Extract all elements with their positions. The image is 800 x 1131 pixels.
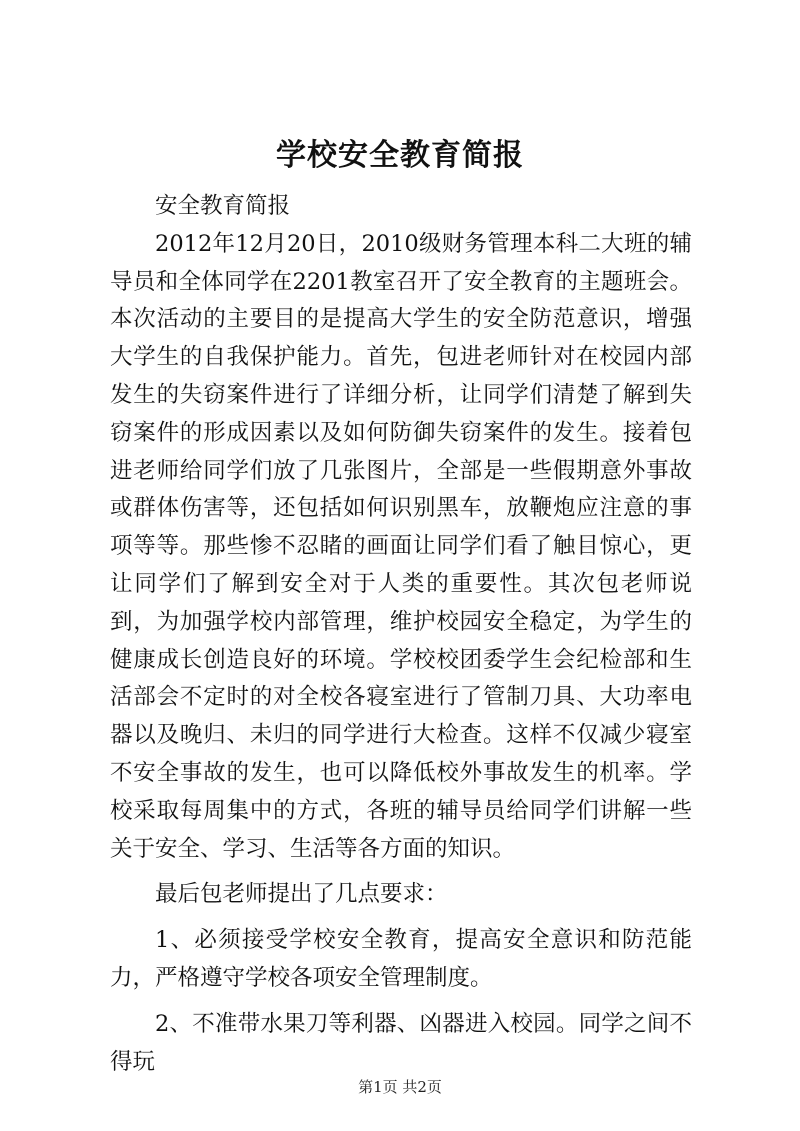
paragraph-requirement-2: 2、不准带水果刀等利器、凶器进入校园。同学之间不得玩 [110, 1010, 692, 1075]
document-title: 学校安全教育简报 [276, 138, 524, 173]
page-number-footer: 第1页 共2页 [358, 1078, 442, 1096]
paragraph-subtitle: 安全教育简报 [155, 193, 291, 219]
paragraph-main: 2012年12月20日，2010级财务管理本科二大班的辅导员和全体同学在2201教室召开了安全教育的主题班会。本次活动的主要目的是提高大学生的安全防范意识，增强大学生的自我保护能力。首先，包进老师针对在校园内部发生的失窃案件进行了详细分析，让同学们清楚了解到失窃案件的形成因素以及如何防御失窃案件的发生。接着包进老师给同学们放了几张图片，全部是一些假期意外事故或群体伤害等，还包括如何识别黑车，放鞭炮应注意的事项等等。那些惨不忍睹的画面让同学们看了触目惊心，更让同学们了解到安全对于人类的重要性。其次包老师说到，为加强学校内部管理，维护校园安全稳定，为学生的健康成长创造良好的环境。学校校团委学生会纪检部和生活部会不定时的对全校各寝室进行了管制刀具、大功率电器以及晚归、未归的同学进行大检查。这样不仅减少寝室不安全事故的发生，也可以降低校外事故发生的机率。学校采取每周集中的方式，各班的辅导员给同学们讲解一些关于安全、学习、生活等各方面的知识。 [110, 230, 692, 862]
document-body [110, 188, 692, 1081]
paragraph-requirement-1: 1、必须接受学校安全教育，提高安全意识和防范能力，严格遵守学校各项安全管理制度。 [110, 927, 692, 991]
paragraph-requirements-intro: 最后包老师提出了几点要求： [155, 881, 448, 908]
